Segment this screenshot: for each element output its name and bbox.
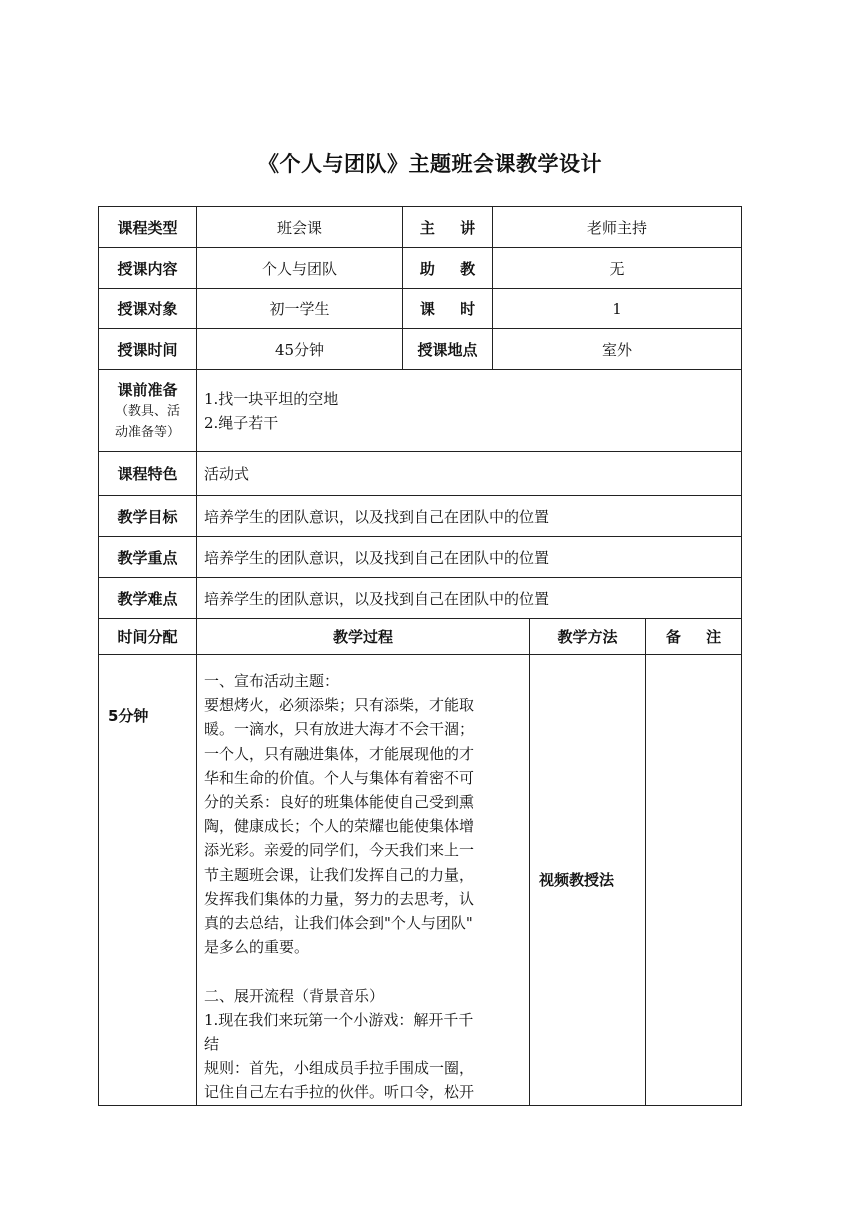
process-line: 节主题班会课，让我们发挥自己的力量， <box>204 865 475 884</box>
page-title: 《个人与团队》主题班会课教学设计 <box>258 152 602 176</box>
location-value: 室外 <box>493 329 742 370</box>
audience-label: 授课对象 <box>99 289 197 329</box>
process-line: 要想烤火，必须添柴；只有添柴，才能取 <box>204 696 475 715</box>
audience-value: 初一学生 <box>197 289 403 329</box>
process-line: 发挥我们集体的力量，努力的去思考，认 <box>204 889 475 908</box>
course-type-label: 课程类型 <box>99 207 197 248</box>
process-line: 是多么的重要。 <box>204 938 310 957</box>
features-label: 课程特色 <box>99 452 197 496</box>
features-row <box>99 452 742 496</box>
prep-label-cell <box>99 370 197 452</box>
prep-label: 课前准备 <box>117 380 178 399</box>
prep-sublabel: 动准备等） <box>114 424 180 440</box>
process-line: 真的去总结，让我们体会到"个人与团队" <box>204 914 473 933</box>
note-cell <box>646 655 742 1106</box>
prep-sublabel: （教具、活 <box>114 403 180 419</box>
assistant-label: 助 教 <box>403 248 493 289</box>
difficulties-label: 教学难点 <box>99 578 197 619</box>
lesson-plan-table <box>98 206 742 1106</box>
process-line: 华和生命的价值。个人与集体有着密不可 <box>204 768 475 787</box>
time-header: 时间分配 <box>99 619 197 655</box>
content-label: 授课内容 <box>99 248 197 289</box>
process-line: 1.现在我们来玩第一个小游戏：解开千千 <box>204 1010 474 1029</box>
process-row <box>99 655 742 1106</box>
periods-value: 1 <box>493 289 742 329</box>
process-line: 分的关系：良好的班集体能使自己受到熏 <box>204 793 475 812</box>
time-allocation: 5分钟 <box>99 655 197 1106</box>
duration-value: 45分钟 <box>197 329 403 370</box>
goals-row <box>99 496 742 537</box>
process-header: 教学过程 <box>197 619 530 655</box>
course-type-value: 班会课 <box>197 207 403 248</box>
location-label: 授课地点 <box>403 329 493 370</box>
info-row <box>99 329 742 370</box>
difficulties-value: 培养学生的团队意识，以及找到自己在团队中的位置 <box>197 578 742 619</box>
process-line: 记住自己左右手拉的伙伴。听口令，松开 <box>204 1083 475 1102</box>
content-value: 个人与团队 <box>197 248 403 289</box>
key-points-row <box>99 537 742 578</box>
info-row <box>99 248 742 289</box>
goals-label: 教学目标 <box>99 496 197 537</box>
features-value: 活动式 <box>197 452 742 496</box>
process-line: 一个人，只有融进集体，才能展现他的才 <box>204 744 475 763</box>
lecturer-value: 老师主持 <box>493 207 742 248</box>
process-line: 二、展开流程（背景音乐） <box>204 986 385 1005</box>
key-points-label: 教学重点 <box>99 537 197 578</box>
process-line: 添光彩。亲爱的同学们，今天我们来上一 <box>204 841 475 860</box>
process-header-row <box>99 619 742 655</box>
prep-items <box>197 370 742 452</box>
key-points-value: 培养学生的团队意识，以及找到自己在团队中的位置 <box>197 537 742 578</box>
process-line: 一、宣布活动主题： <box>204 672 340 690</box>
process-line: 暖。一滴水，只有放进大海才不会干涸； <box>204 720 475 739</box>
info-row <box>99 207 742 248</box>
prep-item: 1.找一块平坦的空地 <box>204 389 339 408</box>
prep-item: 2.绳子若干 <box>204 413 279 432</box>
info-row <box>99 289 742 329</box>
process-blank-line <box>204 959 523 983</box>
method-header: 教学方法 <box>530 619 646 655</box>
teaching-method: 视频教授法 <box>530 655 646 1106</box>
assistant-value: 无 <box>493 248 742 289</box>
process-line: 陶，健康成长；个人的荣耀也能使集体增 <box>204 817 475 836</box>
difficulties-row <box>99 578 742 619</box>
process-content <box>197 655 530 1106</box>
process-line: 结 <box>204 1035 220 1054</box>
lecturer-label: 主 讲 <box>403 207 493 248</box>
duration-label: 授课时间 <box>99 329 197 370</box>
prep-row <box>99 370 742 452</box>
note-header: 备 注 <box>646 619 742 655</box>
process-line: 规则：首先，小组成员手拉手围成一圈， <box>204 1059 475 1078</box>
goals-value: 培养学生的团队意识，以及找到自己在团队中的位置 <box>197 496 742 537</box>
periods-label: 课 时 <box>403 289 493 329</box>
